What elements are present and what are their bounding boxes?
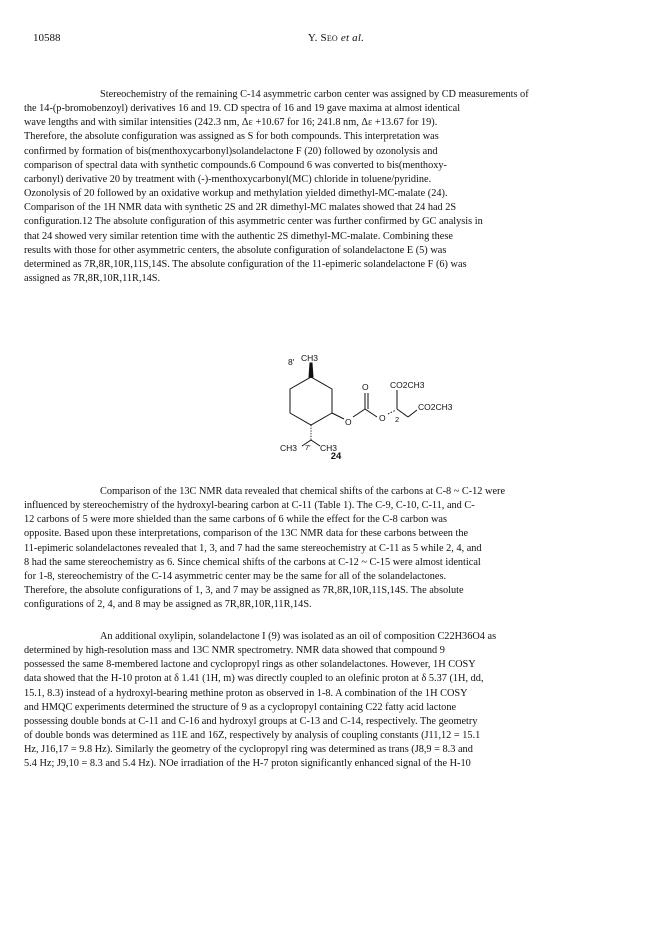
text-line: the 14-(p-bromobenzoyl) derivatives 16 and 19. CD spectra of 16 and 19 gave maxima at almost identical bbox=[24, 103, 461, 115]
text-line: 11-epimeric solandelactones revealed that 1, 3, and 7 had the same stereochemistry at C-11 as 5 while 2, 4, and bbox=[24, 542, 482, 554]
text-line: configuration.12 The absolute configuration of this asymmetric center was further confirmed by GC analysis in bbox=[24, 216, 483, 228]
text-line: possessing double bonds at C-11 and C-16 and hydroxyl groups at C-13 and C-14, respectively. The geometry bbox=[24, 715, 478, 727]
text-line: that 24 showed very similar retention time with the authentic 2S dimethyl-MC-malate. Combining these bbox=[24, 230, 453, 242]
text-line: for 1-8, stereochemistry of the C-14 asymmetric center may be the same for all of the solandelactones. bbox=[24, 570, 447, 582]
text-line: and HMQC experiments determined the structure of 9 as a cyclopropyl containing C22 fatty acid lactone bbox=[24, 701, 457, 713]
text-line: Therefore, the absolute configurations of 1, 3, and 7 may be assigned as 7R,8R,10R,11S,14S. The absolute bbox=[24, 585, 464, 597]
text-line: possessed the same 8-membered lactone and cyclopropyl rings as other solandelactones. However, 1H COSY bbox=[24, 659, 476, 671]
text-line: 8 had the same stereochemistry as 6. Since chemical shifts of the carbons at C-12 ~ C-15 were almost identical bbox=[24, 556, 481, 568]
paragraph-3 bbox=[24, 630, 625, 772]
text-line: Ozonolysis of 20 followed by an oxidative workup and methylation yielded dimethyl-MC-malate (24). bbox=[24, 188, 448, 200]
text-line: 12 carbons of 5 were more shielded than the same carbons of 6 while the effect for the C-8 carbon was bbox=[24, 514, 447, 526]
text-line: results with those for other asymmetric centers, the absolute configuration of solandelactone E (5) was bbox=[24, 244, 447, 256]
label-7prime: 7' bbox=[305, 443, 311, 452]
text-line: comparison of spectral data with synthetic compounds.6 Compound 6 was converted to bis(menthoxy- bbox=[24, 159, 447, 171]
text-line: opposite. Based upon these interpretations, comparison of the 13C NMR data for these carbons between the bbox=[24, 528, 469, 540]
text-line: carbonyl) derivative 20 by treatment with (-)-menthoxycarbonyl(MC) chloride in toluene/pyridine. bbox=[24, 173, 432, 185]
text-line: influenced by stereochemistry of the hydroxyl-bearing carbon at C-11 (Table 1). The C-9, C-10, C-11, and C- bbox=[24, 500, 475, 512]
text-line: Therefore, the absolute configuration was assigned as S for both compounds. This interpretation was bbox=[24, 131, 439, 143]
label-o-carbonyl: O bbox=[362, 382, 369, 392]
text-line: 15.1, 8.3) instead of a hydroxyl-bearing methine proton as observed in 1-8. A combination of the 1H COSY bbox=[24, 687, 468, 699]
text-line: wave lengths and with similar intensities (242.3 nm, Δε +10.67 for 16; 241.8 nm, Δε +13.67 for 19). bbox=[24, 117, 438, 129]
chemical-structure-24 bbox=[0, 0, 672, 470]
wedge-bond bbox=[309, 363, 313, 377]
running-head-etal: et al. bbox=[340, 32, 365, 44]
cyclohexane-ring bbox=[290, 377, 332, 425]
label-ch3-left: CH3 bbox=[280, 443, 298, 453]
text-line: Comparison of the 1H NMR data with synthetic 2S and 2R dimethyl-MC malates showed that 24 had 2S bbox=[24, 202, 457, 214]
label-ch3-right: CH3 bbox=[320, 443, 338, 453]
text-line: assigned as 7R,8R,10R,11R,14S. bbox=[24, 273, 161, 285]
text-line: data showed that the H-10 proton at δ 1.41 (1H, m) was directly coupled to an olefinic proton at δ 5.37 (1H, dd, bbox=[24, 673, 484, 685]
running-head-author: Y. Seo bbox=[307, 32, 338, 44]
label-8prime: 8' bbox=[288, 357, 295, 367]
text-line: 5.4 Hz; J9,10 = 8.3 and 5.4 Hz). NOe irradiation of the H-7 proton significantly enhanced signal of the H-10 bbox=[24, 758, 471, 770]
label-co2ch3-right: CO2CH3 bbox=[418, 402, 453, 412]
text-line: An additional oxylipin, solandelactone I (9) was isolated as an oil of composition C22H36O4 as bbox=[100, 631, 497, 642]
text-line: Hz, J16,17 = 9.8 Hz). Similarly the geometry of the cyclopropyl ring was determined as trans (J8,9 = 8.3 and bbox=[24, 744, 473, 756]
label-locant-2: 2 bbox=[395, 415, 400, 424]
text-line: configurations of 2, 4, and 8 may be assigned as 7R,8R,10R,11R,14S. bbox=[24, 599, 312, 611]
paragraph-2 bbox=[24, 485, 625, 612]
text-line: Stereochemistry of the remaining C-14 asymmetric carbon center was assigned by CD measurements of bbox=[100, 89, 529, 100]
label-ch3-top: CH3 bbox=[301, 353, 319, 363]
compound-label: 24 bbox=[330, 451, 342, 462]
text-line: determined as 7R,8R,10R,11S,14S. The absolute configuration of the 11-epimeric solandelactone F (6) was bbox=[24, 258, 467, 270]
text-line: determined by high-resolution mass and 13C NMR spectrometry. NMR data showed that compound 9 bbox=[24, 645, 445, 657]
label-co2ch3-top: CO2CH3 bbox=[390, 380, 425, 390]
text-line: Comparison of the 13C NMR data revealed that chemical shifts of the carbons at C-8 ~ C-12 were bbox=[100, 486, 506, 497]
label-o-ring-ester: O bbox=[345, 417, 352, 427]
page-number: 10588 bbox=[33, 32, 61, 44]
label-o-ester: O bbox=[379, 413, 386, 423]
text-line: confirmed by formation of bis(menthoxycarbonyl)solandelactone F (20) followed by ozonolysis and bbox=[24, 145, 438, 157]
text-line: of double bonds was determined as 11E and 16Z, respectively by analysis of coupling constants (J11,12 = 15.1 bbox=[24, 730, 481, 742]
